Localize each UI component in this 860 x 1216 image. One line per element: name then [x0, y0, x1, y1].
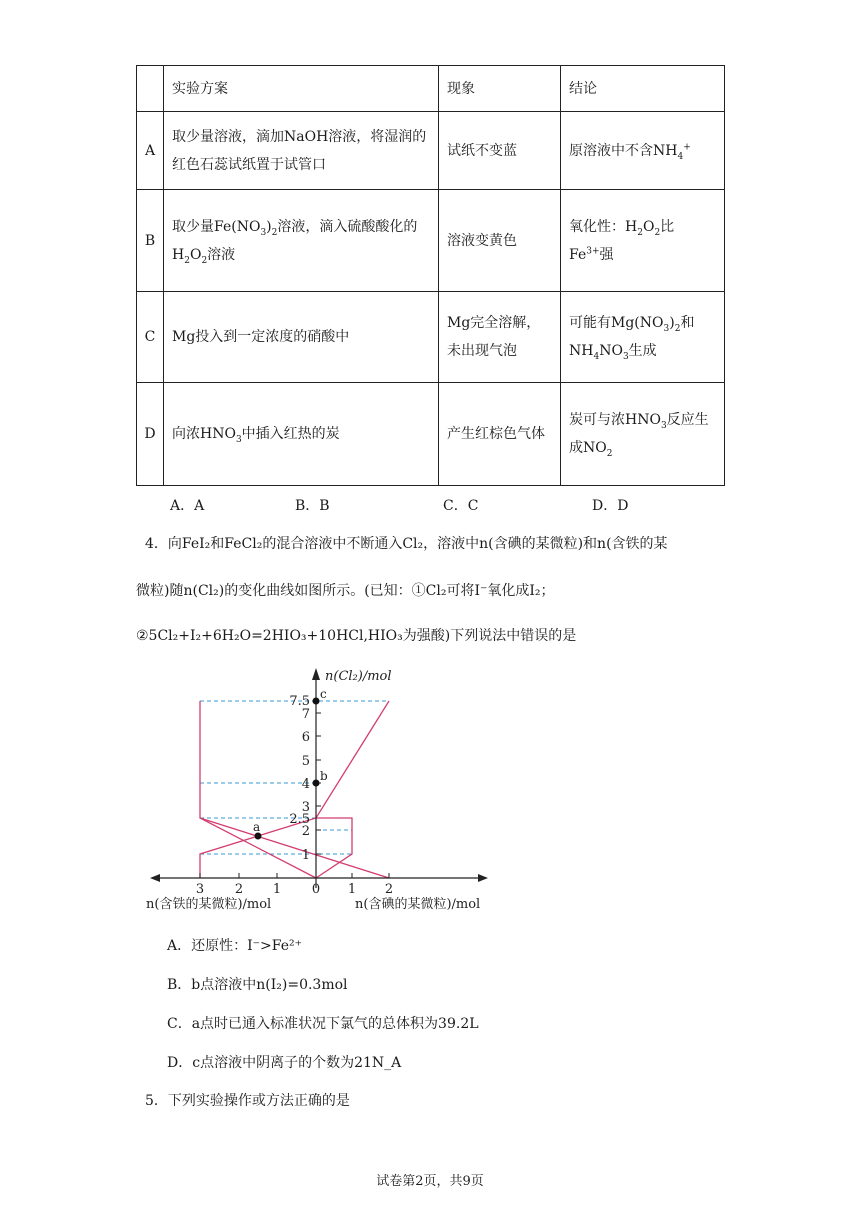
row-scheme: 向浓$HNO_3$中插入红热的炭	[164, 383, 439, 486]
x-tick-3: 3	[195, 882, 205, 897]
q4-option-a: A．还原性：I⁻>Fe²⁺	[167, 938, 302, 954]
q3-option-c: C．C	[443, 498, 479, 514]
row-label: D	[137, 383, 164, 486]
q3-option-b: B．B	[295, 498, 330, 514]
table-header-row	[137, 66, 725, 112]
row-scheme: 取少量$Fe(NO_3)_2$溶液，滴入硫酸酸化的$H_2O_2$溶液	[164, 190, 439, 292]
q4-line-2: 微粒)随n(Cl₂)的变化曲线如图所示。(已知：①Cl₂可将I⁻氧化成I₂；	[136, 583, 555, 599]
table-row-d	[137, 383, 725, 486]
row-scheme: Mg投入到一定浓度的硝酸中	[164, 292, 439, 383]
header-empty	[137, 66, 164, 112]
y-tick-5: 5	[301, 754, 310, 769]
row-phenomenon: 溶液变黄色	[439, 190, 561, 292]
y-tick-4: 4	[301, 777, 310, 792]
x-tick-right-2: 2	[384, 882, 394, 897]
point-b	[313, 780, 320, 787]
table-row-a	[137, 112, 725, 190]
q4-option-d: D．c点溶液中阴离子的个数为21N_A	[167, 1055, 402, 1071]
row-phenomenon: Mg完全溶解，未出现气泡	[439, 292, 561, 383]
row-scheme: 取少量溶液，滴加NaOH溶液，将湿润的红色石蕊试纸置于试管口	[164, 112, 439, 190]
table-row-b	[137, 190, 725, 292]
q4-line-1: 4．向FeI₂和FeCl₂的混合溶液中不断通入Cl₂，溶液中n(含碘的某微粒)和n(含铁的某	[145, 536, 668, 552]
row-label: A	[137, 112, 164, 190]
x-tick-right-1: 1	[347, 882, 357, 897]
y-tick-7: 7	[301, 707, 310, 722]
row-phenomenon: 产生红棕色气体	[439, 383, 561, 486]
y-tick-2: 2	[301, 824, 310, 839]
x-right-axis-label: n(含碘的某微粒)/mol	[355, 897, 481, 912]
header-scheme: 实验方案	[164, 66, 439, 112]
row-conclusion: 可能有$Mg(NO_3)_2$和$NH_4NO_3$生成	[561, 292, 725, 383]
x-left-axis-label: n(含铁的某微粒)/mol	[146, 897, 272, 912]
y-tick-2-5: 2.5	[289, 812, 310, 827]
q4-line-3: ②5Cl₂+I₂+6H₂O=2HIO₃+10HCl,HIO₃为强酸)下列说法中错误的是	[136, 628, 577, 644]
q4-option-b: B．b点溶液中n(I₂)=0.3mol	[167, 977, 348, 993]
q3-option-d: D．D	[592, 498, 629, 514]
cl2-graph	[0, 655, 860, 920]
y-tick-6: 6	[301, 730, 310, 745]
row-label: B	[137, 190, 164, 292]
y-tick-7-5: 7.5	[289, 694, 310, 709]
header-conclusion: 结论	[561, 66, 725, 112]
y-tick-3: 3	[301, 800, 310, 815]
row-conclusion: 炭可与浓$HNO_3$反应生成$NO_2$	[561, 383, 725, 486]
x-tick-0: 0	[311, 882, 321, 897]
row-conclusion: 原溶液中不含$NH_4^+$	[561, 112, 725, 190]
q5-stem: 5．下列实验操作或方法正确的是	[145, 1093, 350, 1109]
point-c-label: c	[320, 687, 327, 701]
point-b-label: b	[320, 769, 328, 783]
page-footer: 试卷第2页，共9页	[376, 1174, 484, 1189]
y-tick-1: 1	[301, 848, 310, 863]
row-conclusion: 氧化性：$H_2O_2$比$Fe^{3+}$强	[561, 190, 725, 292]
x-tick-1: 1	[272, 882, 282, 897]
point-c	[313, 698, 320, 705]
header-phenomenon: 现象	[439, 66, 561, 112]
experiment-table	[136, 65, 725, 486]
point-a-label: a	[253, 820, 261, 834]
x-tick-2: 2	[234, 882, 244, 897]
table-row-c	[137, 292, 725, 383]
y-axis-label: n(Cl₂)/mol	[325, 669, 392, 684]
q3-option-a: A．A	[170, 498, 205, 514]
q4-option-c: C．a点时已通入标准状况下氯气的总体积为39.2L	[167, 1016, 479, 1032]
row-label: C	[137, 292, 164, 383]
row-phenomenon: 试纸不变蓝	[439, 112, 561, 190]
